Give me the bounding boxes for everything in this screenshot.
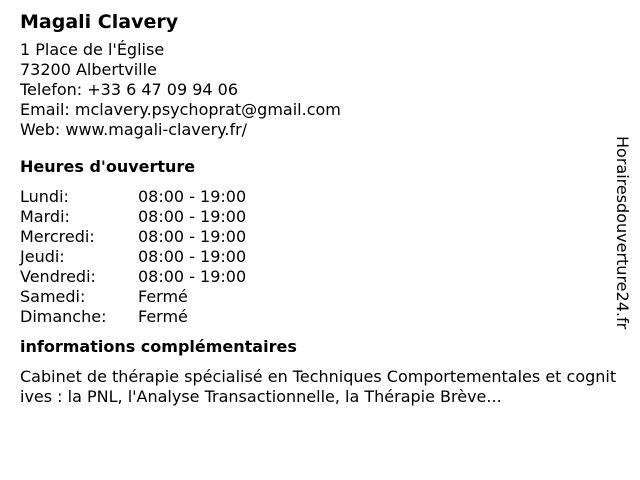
hours-row-samedi [20,287,300,307]
address-line-1: 1 Place de l'Église [20,40,165,59]
time-value: Fermé [138,307,188,326]
day-label: Dimanche: [20,307,107,326]
time-value: 08:00 - 19:00 [138,227,247,246]
day-label: Samedi: [20,287,86,306]
time-value: 08:00 - 19:00 [138,267,247,286]
address-line-2: 73200 Albertville [20,60,157,79]
day-label: Jeudi: [20,247,65,266]
day-label: Mercredi: [20,227,95,246]
hours-row-vendredi [20,267,300,287]
day-label: Mardi: [20,207,70,226]
hours-row-jeudi [20,247,300,267]
hours-row-mardi [20,207,300,227]
watermark-sidebar [611,136,633,344]
time-value: 08:00 - 19:00 [138,187,247,206]
hours-row-lundi [20,187,300,207]
additional-info-title: informations complémentaires [20,337,297,356]
day-label: Lundi: [20,187,69,206]
time-value: 08:00 - 19:00 [138,247,247,266]
day-label: Vendredi: [20,267,96,286]
hours-row-dimanche [20,307,300,327]
business-card [20,10,620,407]
site-watermark: Horairesdouverture24.fr [613,136,632,330]
opening-hours-table [20,187,300,327]
phone-number[interactable]: Telefon: +33 6 47 09 94 06 [20,80,239,99]
opening-hours-title: Heures d'ouverture [20,157,196,176]
email-address[interactable]: Email: mclavery.psychoprat@gmail.com [20,100,341,119]
business-name: Magali Clavery [20,11,179,33]
business-description: Cabinet de thérapie spécialisé en Techniques Comportementales et cognitives : la PNL, l'Analyse Transactionnelle, la Thérapie Brève... [20,367,617,406]
hours-row-mercredi [20,227,300,247]
website-link[interactable]: Web: www.magali-clavery.fr/ [20,120,248,139]
time-value: 08:00 - 19:00 [138,207,247,226]
time-value: Fermé [138,287,188,306]
